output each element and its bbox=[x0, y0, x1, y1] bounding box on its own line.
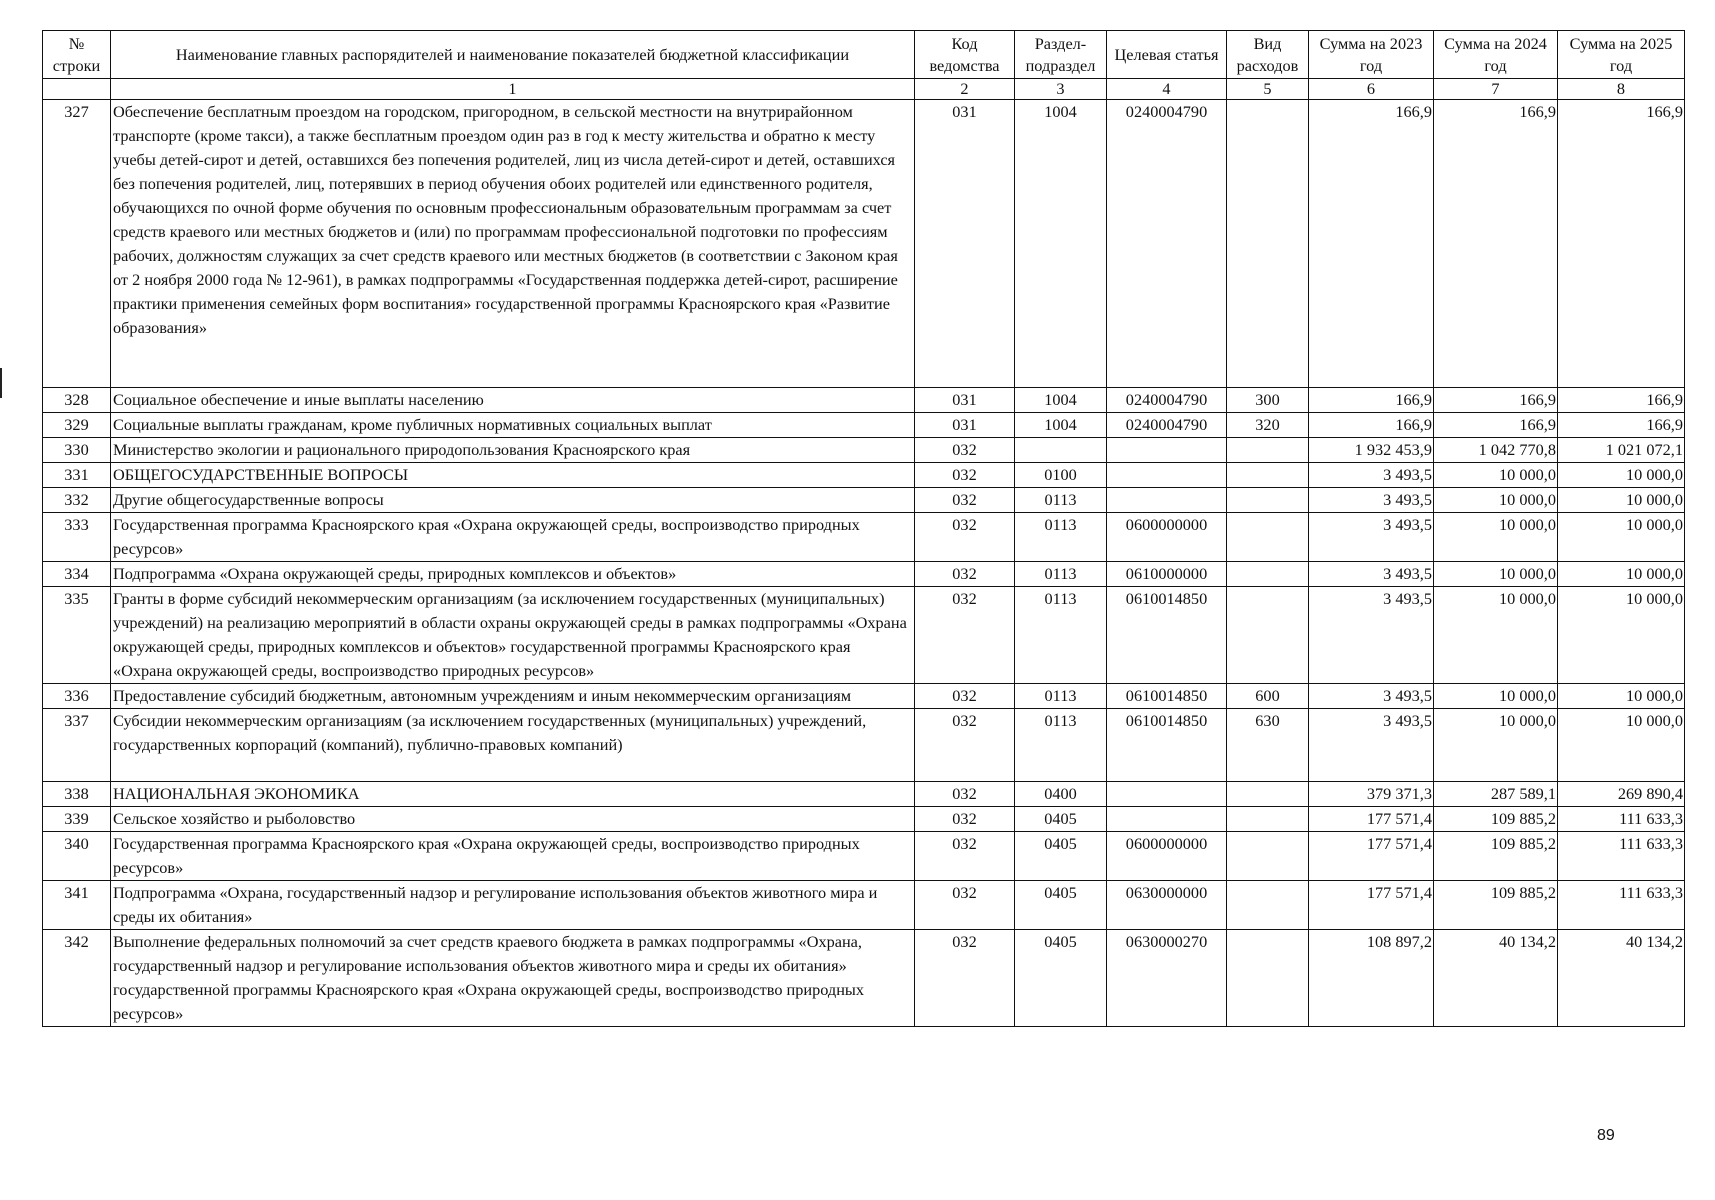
sum-2024-cell: 10 000,0 bbox=[1434, 513, 1558, 562]
target-article-cell: 0610000000 bbox=[1107, 562, 1227, 587]
ved-code-cell: 032 bbox=[915, 709, 1015, 782]
target-article-cell bbox=[1107, 488, 1227, 513]
target-article-cell: 0240004790 bbox=[1107, 388, 1227, 413]
sum-2025-cell: 10 000,0 bbox=[1558, 709, 1685, 782]
row-number-cell: 334 bbox=[43, 562, 111, 587]
razdel-code-cell: 0113 bbox=[1015, 488, 1107, 513]
sum-2025-cell: 166,9 bbox=[1558, 413, 1685, 438]
row-number-cell: 333 bbox=[43, 513, 111, 562]
sum-2024-cell: 10 000,0 bbox=[1434, 684, 1558, 709]
column-number-row bbox=[43, 79, 1685, 100]
sum-2024-cell: 109 885,2 bbox=[1434, 832, 1558, 881]
table-row bbox=[43, 562, 1685, 587]
row-name-cell: Подпрограмма «Охрана, государственный надзор и регулирование использования объектов животного мира и среды их обитания» bbox=[111, 881, 915, 930]
sum-2024-cell: 166,9 bbox=[1434, 100, 1558, 388]
razdel-code-cell: 0113 bbox=[1015, 684, 1107, 709]
row-number-cell: 330 bbox=[43, 438, 111, 463]
razdel-code-cell: 0113 bbox=[1015, 709, 1107, 782]
razdel-code-cell: 0113 bbox=[1015, 513, 1107, 562]
header-vid: Вид расходов bbox=[1227, 31, 1309, 79]
column-number: 8 bbox=[1558, 79, 1685, 100]
expense-type-cell bbox=[1227, 807, 1309, 832]
razdel-code-cell: 0113 bbox=[1015, 587, 1107, 684]
ved-code-cell: 032 bbox=[915, 562, 1015, 587]
expense-type-cell bbox=[1227, 562, 1309, 587]
row-name-cell: Другие общегосударственные вопросы bbox=[111, 488, 915, 513]
sum-2025-cell: 10 000,0 bbox=[1558, 562, 1685, 587]
ved-code-cell: 032 bbox=[915, 438, 1015, 463]
sum-2023-cell: 177 571,4 bbox=[1309, 807, 1434, 832]
target-article-cell: 0610014850 bbox=[1107, 709, 1227, 782]
sum-2023-cell: 3 493,5 bbox=[1309, 513, 1434, 562]
row-name-cell: Сельское хозяйство и рыболовство bbox=[111, 807, 915, 832]
row-name-cell: НАЦИОНАЛЬНАЯ ЭКОНОМИКА bbox=[111, 782, 915, 807]
ved-code-cell: 032 bbox=[915, 587, 1015, 684]
ved-code-cell: 032 bbox=[915, 881, 1015, 930]
row-name-cell: Подпрограмма «Охрана окружающей среды, природных комплексов и объектов» bbox=[111, 562, 915, 587]
razdel-code-cell: 0405 bbox=[1015, 807, 1107, 832]
sum-2024-cell: 287 589,1 bbox=[1434, 782, 1558, 807]
table-row bbox=[43, 100, 1685, 388]
table-row bbox=[43, 832, 1685, 881]
row-name-cell: Министерство экологии и рационального природопользования Красноярского края bbox=[111, 438, 915, 463]
sum-2023-cell: 379 371,3 bbox=[1309, 782, 1434, 807]
sum-2024-cell: 10 000,0 bbox=[1434, 709, 1558, 782]
row-name-cell: Социальное обеспечение и иные выплаты населению bbox=[111, 388, 915, 413]
column-number: 4 bbox=[1107, 79, 1227, 100]
razdel-code-cell: 0400 bbox=[1015, 782, 1107, 807]
sum-2023-cell: 177 571,4 bbox=[1309, 832, 1434, 881]
column-number: 3 bbox=[1015, 79, 1107, 100]
sum-2025-cell: 111 633,3 bbox=[1558, 807, 1685, 832]
razdel-code-cell: 0113 bbox=[1015, 562, 1107, 587]
sum-2025-cell: 111 633,3 bbox=[1558, 832, 1685, 881]
target-article-cell bbox=[1107, 807, 1227, 832]
column-number bbox=[43, 79, 111, 100]
razdel-code-cell: 0100 bbox=[1015, 463, 1107, 488]
row-number-cell: 341 bbox=[43, 881, 111, 930]
sum-2023-cell: 3 493,5 bbox=[1309, 562, 1434, 587]
sum-2025-cell: 10 000,0 bbox=[1558, 587, 1685, 684]
expense-type-cell bbox=[1227, 463, 1309, 488]
razdel-code-cell: 0405 bbox=[1015, 881, 1107, 930]
sum-2024-cell: 10 000,0 bbox=[1434, 562, 1558, 587]
target-article-cell: 0240004790 bbox=[1107, 100, 1227, 388]
table-row bbox=[43, 709, 1685, 782]
table-row bbox=[43, 881, 1685, 930]
row-number-cell: 332 bbox=[43, 488, 111, 513]
target-article-cell: 0610014850 bbox=[1107, 684, 1227, 709]
sum-2024-cell: 109 885,2 bbox=[1434, 881, 1558, 930]
ved-code-cell: 031 bbox=[915, 388, 1015, 413]
sum-2024-cell: 10 000,0 bbox=[1434, 587, 1558, 684]
expense-type-cell bbox=[1227, 513, 1309, 562]
row-name-cell: Государственная программа Красноярского края «Охрана окружающей среды, воспроизводство природных ресурсов» bbox=[111, 832, 915, 881]
sum-2023-cell: 3 493,5 bbox=[1309, 684, 1434, 709]
header-celevaya: Целевая статья bbox=[1107, 31, 1227, 79]
razdel-code-cell: 1004 bbox=[1015, 388, 1107, 413]
header-sum-2024: Сумма на 2024 год bbox=[1434, 31, 1558, 79]
header-sum-2025: Сумма на 2025 год bbox=[1558, 31, 1685, 79]
page-number: 89 bbox=[1597, 1127, 1615, 1144]
row-name-cell: Предоставление субсидий бюджетным, автономным учреждениям и иным некоммерческим организациям bbox=[111, 684, 915, 709]
table-row bbox=[43, 513, 1685, 562]
sum-2025-cell: 269 890,4 bbox=[1558, 782, 1685, 807]
razdel-code-cell: 0405 bbox=[1015, 832, 1107, 881]
header-row bbox=[43, 31, 1685, 79]
sum-2025-cell: 111 633,3 bbox=[1558, 881, 1685, 930]
ved-code-cell: 032 bbox=[915, 488, 1015, 513]
expense-type-cell bbox=[1227, 100, 1309, 388]
ved-code-cell: 032 bbox=[915, 463, 1015, 488]
row-name-cell: Обеспечение бесплатным проездом на городском, пригородном, в сельской местности на внутрирайонном транспорте (кроме такси), а также бесплатным проездом один раз в год к месту жительства и обратно к месту учебы детей-сирот и детей, оставшихся без попечения родителей, лиц из числа детей-сирот и детей, оставшихся без попечения родителей, лиц, потерявших в период обучения обоих родителей или единственного родителя, обучающихся по очной форме обучения по основным профессиональным образовательным программам за счет средств краевого или местных бюджетов и (или) по программам профессиональной подготовки по профессиям рабочих, должностям служащих за счет средств краевого или местных бюджетов (в соответствии с Законом края от 2 ноября 2000 года № 12-961), в рамках подпрограммы «Государственная поддержка детей-сирот, расширение практики применения семейных форм воспитания» государственной программы Красноярского края «Развитие образования» bbox=[111, 100, 915, 388]
table-body bbox=[43, 100, 1685, 1027]
sum-2023-cell: 166,9 bbox=[1309, 100, 1434, 388]
column-number: 6 bbox=[1309, 79, 1434, 100]
sum-2025-cell: 1 021 072,1 bbox=[1558, 438, 1685, 463]
ved-code-cell: 032 bbox=[915, 782, 1015, 807]
razdel-code-cell: 1004 bbox=[1015, 100, 1107, 388]
table-row bbox=[43, 413, 1685, 438]
expense-type-cell: 320 bbox=[1227, 413, 1309, 438]
expense-type-cell: 300 bbox=[1227, 388, 1309, 413]
sum-2025-cell: 166,9 bbox=[1558, 100, 1685, 388]
target-article-cell: 0600000000 bbox=[1107, 832, 1227, 881]
table-row bbox=[43, 930, 1685, 1027]
table-row bbox=[43, 684, 1685, 709]
table-row bbox=[43, 438, 1685, 463]
sum-2025-cell: 10 000,0 bbox=[1558, 684, 1685, 709]
target-article-cell: 0630000270 bbox=[1107, 930, 1227, 1027]
sum-2023-cell: 166,9 bbox=[1309, 388, 1434, 413]
sum-2024-cell: 1 042 770,8 bbox=[1434, 438, 1558, 463]
table-row bbox=[43, 807, 1685, 832]
header-razdel: Раздел-подраздел bbox=[1015, 31, 1107, 79]
ved-code-cell: 031 bbox=[915, 413, 1015, 438]
ved-code-cell: 032 bbox=[915, 930, 1015, 1027]
row-number-cell: 337 bbox=[43, 709, 111, 782]
expense-type-cell bbox=[1227, 930, 1309, 1027]
sum-2025-cell: 10 000,0 bbox=[1558, 463, 1685, 488]
header-row-number: № строки bbox=[43, 31, 111, 79]
margin-mark bbox=[0, 368, 2, 398]
header-sum-2023: Сумма на 2023 год bbox=[1309, 31, 1434, 79]
sum-2025-cell: 10 000,0 bbox=[1558, 488, 1685, 513]
sum-2025-cell: 10 000,0 bbox=[1558, 513, 1685, 562]
row-name-cell: Государственная программа Красноярского края «Охрана окружающей среды, воспроизводство природных ресурсов» bbox=[111, 513, 915, 562]
sum-2024-cell: 10 000,0 bbox=[1434, 488, 1558, 513]
column-number: 7 bbox=[1434, 79, 1558, 100]
sum-2023-cell: 108 897,2 bbox=[1309, 930, 1434, 1027]
row-number-cell: 340 bbox=[43, 832, 111, 881]
sum-2023-cell: 3 493,5 bbox=[1309, 587, 1434, 684]
row-number-cell: 339 bbox=[43, 807, 111, 832]
row-number-cell: 342 bbox=[43, 930, 111, 1027]
sum-2023-cell: 166,9 bbox=[1309, 413, 1434, 438]
sum-2024-cell: 166,9 bbox=[1434, 413, 1558, 438]
expense-type-cell bbox=[1227, 832, 1309, 881]
expense-type-cell bbox=[1227, 488, 1309, 513]
table-row bbox=[43, 782, 1685, 807]
row-number-cell: 329 bbox=[43, 413, 111, 438]
budget-table bbox=[42, 30, 1685, 1027]
target-article-cell: 0610014850 bbox=[1107, 587, 1227, 684]
sum-2024-cell: 40 134,2 bbox=[1434, 930, 1558, 1027]
row-number-cell: 338 bbox=[43, 782, 111, 807]
ved-code-cell: 032 bbox=[915, 684, 1015, 709]
row-number-cell: 328 bbox=[43, 388, 111, 413]
target-article-cell bbox=[1107, 463, 1227, 488]
row-name-cell: Гранты в форме субсидий некоммерческим организациям (за исключением государственных (муниципальных) учреждений) на реализацию мероприятий в области охраны окружающей среды в рамках подпрограммы «Охрана окружающей среды, природных комплексов и объектов» государственной программы Красноярского края «Охрана окружающей среды, воспроизводство природных ресурсов» bbox=[111, 587, 915, 684]
sum-2024-cell: 10 000,0 bbox=[1434, 463, 1558, 488]
table-row bbox=[43, 587, 1685, 684]
expense-type-cell bbox=[1227, 782, 1309, 807]
expense-type-cell bbox=[1227, 438, 1309, 463]
target-article-cell: 0630000000 bbox=[1107, 881, 1227, 930]
target-article-cell: 0240004790 bbox=[1107, 413, 1227, 438]
expense-type-cell: 630 bbox=[1227, 709, 1309, 782]
header-ved: Код ведомства bbox=[915, 31, 1015, 79]
column-number: 2 bbox=[915, 79, 1015, 100]
row-name-cell: Социальные выплаты гражданам, кроме публичных нормативных социальных выплат bbox=[111, 413, 915, 438]
expense-type-cell: 600 bbox=[1227, 684, 1309, 709]
header-name: Наименование главных распорядителей и наименование показателей бюджетной классификации bbox=[111, 31, 915, 79]
ved-code-cell: 032 bbox=[915, 832, 1015, 881]
target-article-cell: 0600000000 bbox=[1107, 513, 1227, 562]
expense-type-cell bbox=[1227, 881, 1309, 930]
sum-2023-cell: 3 493,5 bbox=[1309, 488, 1434, 513]
sum-2024-cell: 109 885,2 bbox=[1434, 807, 1558, 832]
razdel-code-cell: 0405 bbox=[1015, 930, 1107, 1027]
sum-2023-cell: 1 932 453,9 bbox=[1309, 438, 1434, 463]
sum-2025-cell: 40 134,2 bbox=[1558, 930, 1685, 1027]
table-row bbox=[43, 488, 1685, 513]
column-number: 5 bbox=[1227, 79, 1309, 100]
sum-2025-cell: 166,9 bbox=[1558, 388, 1685, 413]
razdel-code-cell: 1004 bbox=[1015, 413, 1107, 438]
row-number-cell: 335 bbox=[43, 587, 111, 684]
row-number-cell: 327 bbox=[43, 100, 111, 388]
row-name-cell: Субсидии некоммерческим организациям (за исключением государственных (муниципальных) учреждений, государственных корпораций (компаний), публично-правовых компаний) bbox=[111, 709, 915, 782]
row-number-cell: 336 bbox=[43, 684, 111, 709]
table-row bbox=[43, 388, 1685, 413]
sum-2023-cell: 177 571,4 bbox=[1309, 881, 1434, 930]
sum-2023-cell: 3 493,5 bbox=[1309, 709, 1434, 782]
expense-type-cell bbox=[1227, 587, 1309, 684]
column-number: 1 bbox=[111, 79, 915, 100]
row-name-cell: ОБЩЕГОСУДАРСТВЕННЫЕ ВОПРОСЫ bbox=[111, 463, 915, 488]
row-number-cell: 331 bbox=[43, 463, 111, 488]
target-article-cell bbox=[1107, 782, 1227, 807]
table-row bbox=[43, 463, 1685, 488]
ved-code-cell: 031 bbox=[915, 100, 1015, 388]
ved-code-cell: 032 bbox=[915, 807, 1015, 832]
ved-code-cell: 032 bbox=[915, 513, 1015, 562]
sum-2024-cell: 166,9 bbox=[1434, 388, 1558, 413]
sum-2023-cell: 3 493,5 bbox=[1309, 463, 1434, 488]
target-article-cell bbox=[1107, 438, 1227, 463]
row-name-cell: Выполнение федеральных полномочий за счет средств краевого бюджета в рамках подпрограммы «Охрана, государственный надзор и регулирование использования объектов животного мира и среды их обитания» государственной программы Красноярского края «Охрана окружающей среды, воспроизводство природных ресурсов» bbox=[111, 930, 915, 1027]
razdel-code-cell bbox=[1015, 438, 1107, 463]
